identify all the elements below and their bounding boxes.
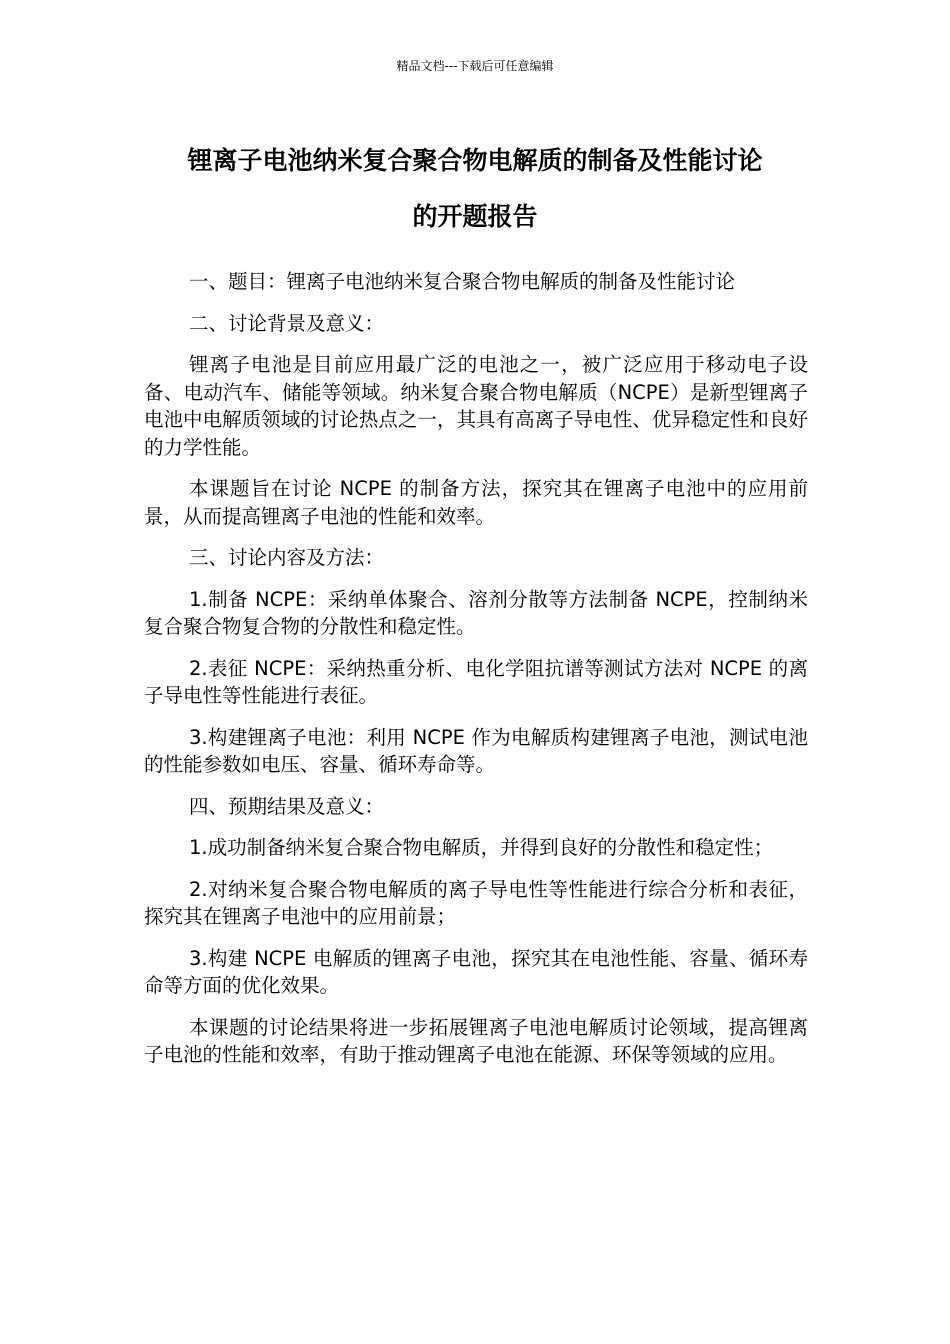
section-heading-topic: 一、题目：锂离子电池纳米复合聚合物电解质的制备及性能讨论 <box>189 270 736 293</box>
section-heading-results: 四、预期结果及意义： <box>189 794 385 818</box>
section-heading-methods: 三、讨论内容及方法： <box>189 546 385 569</box>
method-item: 2.表征 NCPE：采纳热重分析、电化学阻抗谱等测试方法对 NCPE 的离子导电性等性能进行表征。 <box>144 656 808 707</box>
paragraph-aim: 本课题旨在讨论 NCPE 的制备方法，探究其在锂离子电池中的应用前景，从而提高锂离子电池的性能和效率。 <box>144 477 808 528</box>
method-item: 1.制备 NCPE：采纳单体聚合、溶剂分散等方法制备 NCPE，控制纳米复合聚合物复合物的分散性和稳定性。 <box>144 587 808 638</box>
result-item: 3.构建 NCPE 电解质的锂离子电池，探究其在电池性能、容量、循环寿命等方面的优化效果。 <box>144 946 808 997</box>
section-heading-background: 二、讨论背景及意义： <box>189 311 385 335</box>
title-line-1: 锂离子电池纳米复合聚合物电解质的制备及性能讨论 <box>187 146 763 175</box>
result-item: 1.成功制备纳米复合聚合物电解质，并得到良好的分散性和稳定性； <box>189 836 774 859</box>
result-item: 2.对纳米复合聚合物电解质的离子导电性等性能进行综合分析和表征，探究其在锂离子电池中的应用前景； <box>144 877 808 928</box>
document-title <box>140 133 810 245</box>
paragraph-background: 锂离子电池是目前应用最广泛的电池之一，被广泛应用于移动电子设备、电动汽车、储能等领域。纳米复合聚合物电解质（NCPE）是新型锂离子电池中电解质领域的讨论热点之一，其具有高离子导电性、优异稳定性和良好的力学性能。 <box>144 353 808 459</box>
document-body <box>144 268 808 1083</box>
method-item: 3.构建锂离子电池：利用 NCPE 作为电解质构建锂离子电池，测试电池的性能参数如电压、容量、循环寿命等。 <box>144 725 808 776</box>
header-note: 精品文档---下载后可任意编辑 <box>396 59 554 73</box>
title-line-2: 的开题报告 <box>412 202 538 231</box>
paragraph-conclusion: 本课题的讨论结果将进一步拓展锂离子电池电解质讨论领域，提高锂离子电池的性能和效率，有助于推动锂离子电池在能源、环保等领域的应用。 <box>144 1015 808 1066</box>
